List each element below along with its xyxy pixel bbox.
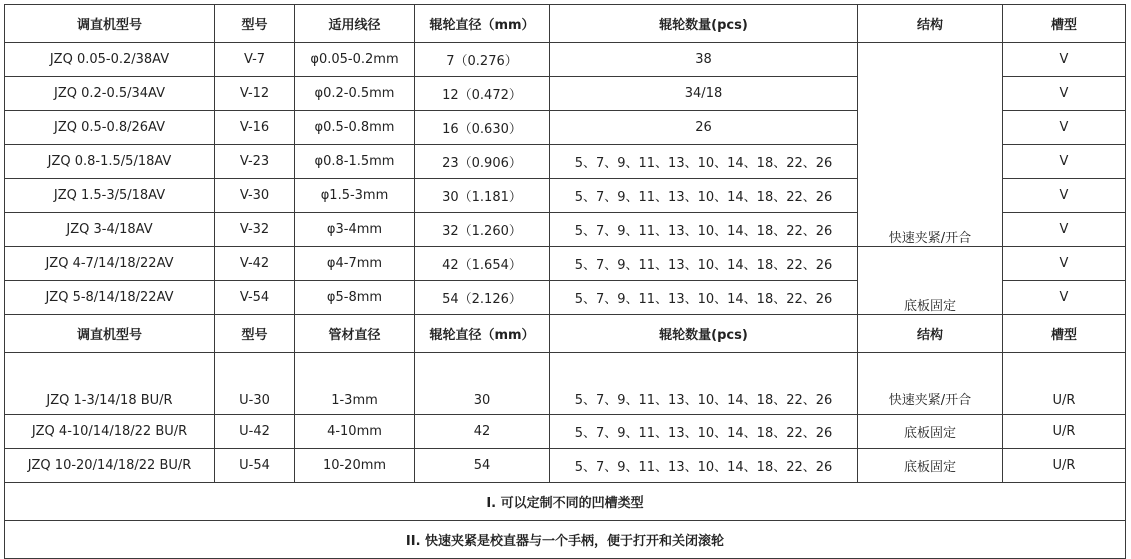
cell-diameter: 12（0.472） [415,77,550,111]
cell-type: V-32 [215,213,295,247]
cell-diameter: 23（0.906） [415,145,550,179]
table-row [5,415,1126,449]
cell-type: V-7 [215,43,295,77]
cell-range: φ4-7mm [295,247,415,281]
cell-type: V-30 [215,179,295,213]
spec-table [4,4,1126,559]
cell-groove: U/R [1003,353,1126,415]
cell-quantity: 38 [550,43,858,77]
cell-quantity: 5、7、9、11、13、10、14、18、22、26 [550,179,858,213]
cell-diameter: 54 [415,449,550,483]
cell-quantity: 34/18 [550,77,858,111]
cell-range: 1-3mm [295,353,415,415]
cell-model: JZQ 1-3/14/18 BU/R [5,353,215,415]
cell-type: U-42 [215,415,295,449]
cell-diameter: 42（1.654） [415,247,550,281]
cell-diameter: 42 [415,415,550,449]
cell-quantity: 5、7、9、11、13、10、14、18、22、26 [550,281,858,315]
cell-model: JZQ 3-4/18AV [5,213,215,247]
cell-structure: 底板固定 [858,415,1003,449]
col-header-type-u: 型号 [215,315,295,353]
cell-quantity: 26 [550,111,858,145]
cell-diameter: 32（1.260） [415,213,550,247]
col-header-tube-diameter: 管材直径 [295,315,415,353]
note-quick-clamp: II. 快速夹紧是校直器与一个手柄，便于打开和关闭滚轮 [5,521,1126,559]
cell-range: φ5-8mm [295,281,415,315]
cell-model: JZQ 0.05-0.2/38AV [5,43,215,77]
table-row [5,247,1126,281]
cell-model: JZQ 1.5-3/5/18AV [5,179,215,213]
cell-quantity: 5、7、9、11、13、10、14、18、22、26 [550,353,858,415]
cell-groove: V [1003,213,1126,247]
col-header-roller-diameter-u: 辊轮直径（mm） [415,315,550,353]
col-header-roller-quantity-u: 辊轮数量(pcs) [550,315,858,353]
header-row-v [5,5,1126,43]
cell-type: U-54 [215,449,295,483]
cell-model: JZQ 4-10/14/18/22 BU/R [5,415,215,449]
cell-type: U-30 [215,353,295,415]
col-header-structure: 结构 [858,5,1003,43]
cell-range: φ0.05-0.2mm [295,43,415,77]
cell-groove: V [1003,111,1126,145]
cell-range: φ0.8-1.5mm [295,145,415,179]
cell-diameter: 16（0.630） [415,111,550,145]
col-header-model: 调直机型号 [5,5,215,43]
cell-structure-base-fixed: 底板固定 [858,247,1003,315]
col-header-groove: 槽型 [1003,5,1126,43]
cell-groove: U/R [1003,449,1126,483]
col-header-groove-u: 槽型 [1003,315,1126,353]
table-row [5,449,1126,483]
cell-groove: V [1003,43,1126,77]
cell-quantity: 5、7、9、11、13、10、14、18、22、26 [550,213,858,247]
cell-groove: V [1003,77,1126,111]
col-header-structure-u: 结构 [858,315,1003,353]
cell-range: 10-20mm [295,449,415,483]
cell-groove: U/R [1003,415,1126,449]
cell-type: V-12 [215,77,295,111]
cell-range: φ0.2-0.5mm [295,77,415,111]
cell-quantity: 5、7、9、11、13、10、14、18、22、26 [550,247,858,281]
cell-type: V-54 [215,281,295,315]
cell-range: φ0.5-0.8mm [295,111,415,145]
col-header-roller-diameter: 辊轮直径（mm） [415,5,550,43]
note-row [5,521,1126,559]
cell-diameter: 7（0.276） [415,43,550,77]
cell-model: JZQ 4-7/14/18/22AV [5,247,215,281]
cell-range: 4-10mm [295,415,415,449]
cell-model: JZQ 0.8-1.5/5/18AV [5,145,215,179]
cell-quantity: 5、7、9、11、13、10、14、18、22、26 [550,145,858,179]
table-row [5,353,1126,415]
cell-range: φ1.5-3mm [295,179,415,213]
cell-groove: V [1003,247,1126,281]
header-row-u [5,315,1126,353]
cell-diameter: 54（2.126） [415,281,550,315]
cell-groove: V [1003,145,1126,179]
cell-diameter: 30 [415,353,550,415]
col-header-model-u: 调直机型号 [5,315,215,353]
cell-groove: V [1003,179,1126,213]
cell-type: V-16 [215,111,295,145]
cell-type: V-42 [215,247,295,281]
cell-structure: 底板固定 [858,449,1003,483]
cell-quantity: 5、7、9、11、13、10、14、18、22、26 [550,415,858,449]
col-header-roller-quantity: 辊轮数量(pcs) [550,5,858,43]
col-header-wire-range: 适用线径 [295,5,415,43]
cell-model: JZQ 5-8/14/18/22AV [5,281,215,315]
cell-diameter: 30（1.181） [415,179,550,213]
cell-model: JZQ 10-20/14/18/22 BU/R [5,449,215,483]
cell-structure-quick-clamp: 快速夹紧/开合 [858,43,1003,247]
note-custom-groove: I. 可以定制不同的凹槽类型 [5,483,1126,521]
cell-structure: 快速夹紧/开合 [858,353,1003,415]
cell-quantity: 5、7、9、11、13、10、14、18、22、26 [550,449,858,483]
cell-range: φ3-4mm [295,213,415,247]
cell-model: JZQ 0.5-0.8/26AV [5,111,215,145]
cell-model: JZQ 0.2-0.5/34AV [5,77,215,111]
note-row [5,483,1126,521]
table-row [5,43,1126,77]
cell-groove: V [1003,281,1126,315]
col-header-type: 型号 [215,5,295,43]
cell-type: V-23 [215,145,295,179]
